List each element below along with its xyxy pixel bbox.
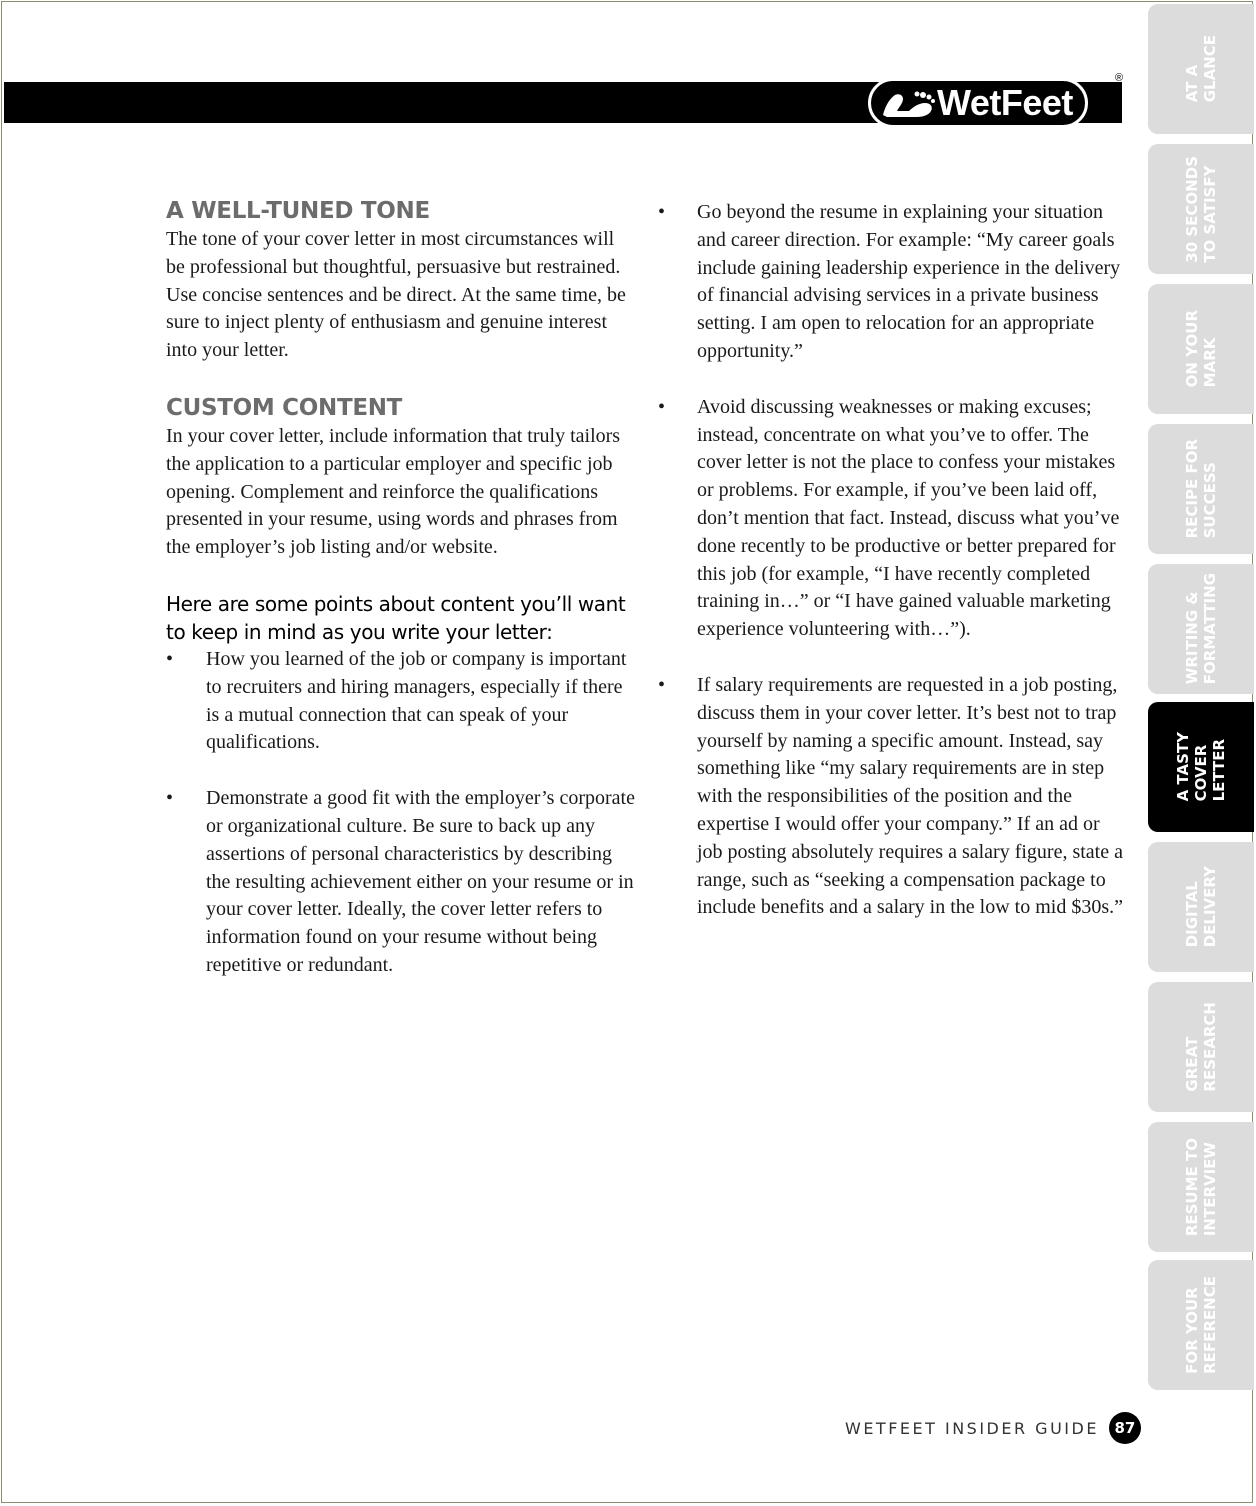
tab-label: RECIPE FOR SUCCESS bbox=[1183, 439, 1219, 539]
tab-resume-to-interview[interactable] bbox=[1148, 1122, 1254, 1252]
guide-label: WETFEET INSIDER GUIDE bbox=[845, 1418, 1099, 1438]
feet-icon bbox=[879, 85, 937, 121]
footer bbox=[845, 1412, 1141, 1444]
section-heading-tone: A WELL-TUNED TONE bbox=[166, 198, 430, 224]
tab-great-research[interactable] bbox=[1148, 982, 1254, 1112]
section-heading-content: CUSTOM CONTENT bbox=[166, 394, 403, 421]
tab-a-tasty-cover-letter[interactable] bbox=[1148, 702, 1254, 832]
right-column bbox=[658, 199, 1128, 922]
left-column bbox=[166, 196, 636, 980]
page-number: 87 bbox=[1109, 1412, 1141, 1444]
tab-label: 30 SECONDS TO SATISFY bbox=[1183, 155, 1219, 263]
tab-digital-delivery[interactable] bbox=[1148, 842, 1254, 972]
list-item: • If salary requirements are requested in a job posting, discuss them in your cover letter. It’s best not to trap yourself by naming a specific amount. Instead, say something like “my salary requirements are in step with the responsibilities of the position and the expertise I would offer your company.” If an ad or job posting absolutely requires a salary figure, state a range, such as “seeking a compensation package to include benefits and a salary in the low to mid $30s.” bbox=[658, 672, 1128, 922]
list-item: • Go beyond the resume in explaining your situation and career direction. For example: “My career goals include gaining leadership experience in the delivery of financial advising services in a private business setting. I am open to relocation for an appropriate opportunity.” bbox=[658, 199, 1128, 366]
list-item: • Avoid discussing weaknesses or making excuses; instead, concentrate on what you’ve to offer. The cover letter is not the place to confess your mistakes or problems. For example, if you’ve been laid off, don’t mention that fact. Instead, discuss what you’ve done recently to be productive or better prepared for this job (for example, “I have recently completed training in…” or “I have gained valuable marketing experience volunteering with…”). bbox=[658, 394, 1128, 644]
section-body-content: In your cover letter, include information that truly tailors the application to a particular employer and specific job opening. Complement and reinforce the qualifications presented in your resume, using words and phrases from the employer’s job listing and/or website. bbox=[166, 424, 621, 559]
tab-writing-formatting[interactable] bbox=[1148, 564, 1254, 694]
tab-label: FOR YOUR REFERENCE bbox=[1183, 1276, 1219, 1374]
section-body-tone: The tone of your cover letter in most circumstances will be professional but thoughtful, persuasive but restrained. Use concise sentences and be direct. At the same time, be sure to inject plenty of enthusiasm and genuine interest into your letter. bbox=[166, 228, 626, 362]
tab-label: RESUME TO INTERVIEW bbox=[1183, 1137, 1219, 1237]
list-item: • How you learned of the job or company is important to recruiters and hiring managers, especially if there is a mutual connection that can speak of your qualifications. bbox=[166, 646, 636, 757]
logo-text: WetFeet bbox=[937, 82, 1073, 123]
tab-label: AT A GLANCE bbox=[1183, 35, 1219, 103]
wetfeet-logo bbox=[868, 76, 1118, 130]
tab-at-a-glance[interactable] bbox=[1148, 4, 1254, 134]
tab-label: DIGITAL DELIVERY bbox=[1183, 866, 1219, 948]
tab-label: WRITING & FORMATTING bbox=[1183, 573, 1219, 685]
registered-mark: ® bbox=[1115, 72, 1124, 84]
tab-on-your-mark[interactable] bbox=[1148, 284, 1254, 414]
left-bullet-list bbox=[166, 646, 636, 980]
right-bullet-list bbox=[658, 199, 1128, 922]
tab-for-your-reference[interactable] bbox=[1148, 1260, 1254, 1390]
tab-label: A TASTY COVER LETTER bbox=[1174, 732, 1228, 802]
points-lead: Here are some points about content you’ll want to keep in mind as you write your letter: bbox=[166, 591, 626, 644]
tab-label: ON YOUR MARK bbox=[1183, 310, 1219, 388]
tab-30-seconds[interactable] bbox=[1148, 144, 1254, 274]
list-item: • Demonstrate a good fit with the employer’s corporate or organizational culture. Be sure to back up any assertions of personal characteristics by describing the resulting achievement either on your resume or in your cover letter. Ideally, the cover letter refers to information found on your resume without being repetitive or redundant. bbox=[166, 785, 636, 980]
tab-recipe-for-success[interactable] bbox=[1148, 424, 1254, 554]
tab-label: GREAT RESEARCH bbox=[1183, 1002, 1219, 1092]
